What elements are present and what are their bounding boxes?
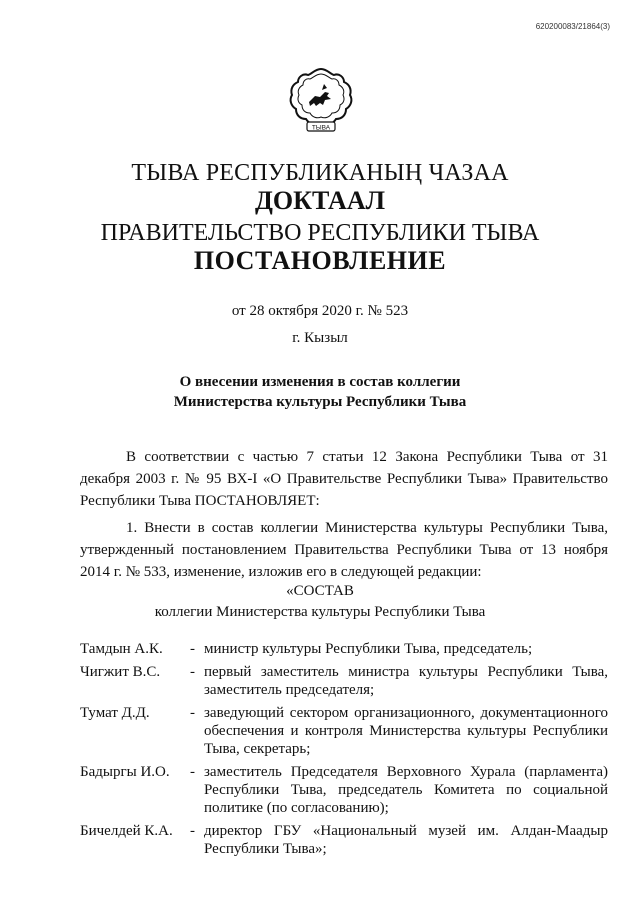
document-city: г. Кызыл	[292, 330, 348, 346]
member-row	[80, 704, 608, 758]
member-role: директор ГБУ «Национальный музей им. Алдан-Маадыр Республики Тыва»;	[204, 823, 608, 857]
member-name: Чигжит В.С.	[80, 664, 161, 680]
header-resolution: ПОСТАНОВЛЕНИЕ	[193, 246, 447, 275]
member-dash: -	[190, 764, 195, 780]
tuva-coat-of-arms-icon	[287, 66, 355, 136]
document-date: от 28 октября 2020 г. № 523	[231, 303, 409, 319]
header-tuvan-government: ТЫВА РЕСПУБЛИКАНЫҢ ЧАЗАА	[131, 160, 509, 186]
member-dash: -	[190, 641, 195, 657]
sostav-subtitle: коллегии Министерства культуры Республики Тыва	[154, 604, 486, 620]
member-row	[80, 640, 608, 658]
paragraph-preamble: В соответствии с частью 7 статьи 12 Закона Республики Тыва от 31 декабря 2003 г. № 95 ВХ-I «О Правительстве Республики Тыва» Правительство Республики Тыва ПОСТАНОВЛЯЕТ:	[80, 449, 608, 509]
member-role: министр культуры Республики Тыва, председатель;	[204, 641, 533, 657]
member-row	[80, 663, 608, 699]
paragraph-item-1: 1. Внести в состав коллегии Министерства культуры Республики Тыва, утвержденный постановлением Правительства Республики Тыва от 13 ноября 2014 г. № 533, изменение, изложив его в следующей редакции:	[80, 520, 608, 580]
member-role: заведующий сектором организационного, документационного обеспечения и контроля Министерства культуры Республики Тыва, секретарь;	[204, 705, 608, 757]
member-dash: -	[190, 823, 195, 839]
sostav-title: «СОСТАВ	[286, 583, 354, 599]
member-row	[80, 763, 608, 817]
document-subject	[120, 372, 520, 412]
header-tuvan-resolution: ДОКТААЛ	[255, 186, 385, 215]
emblem-label: ТЫВА	[311, 124, 331, 132]
member-name: Тамдын А.К.	[80, 641, 163, 657]
member-name: Бичелдей К.А.	[80, 823, 173, 839]
members-list	[80, 640, 608, 863]
member-name: Тумат Д.Д.	[80, 705, 150, 721]
member-row	[80, 822, 608, 858]
member-dash: -	[190, 705, 195, 721]
member-dash: -	[190, 664, 195, 680]
subject-line-1: О внесении изменения в состав коллегии	[179, 374, 461, 390]
member-name: Бадыргы И.О.	[80, 764, 170, 780]
header-government: ПРАВИТЕЛЬСТВО РЕСПУБЛИКИ ТЫВА	[100, 220, 540, 246]
subject-line-2: Министерства культуры Республики Тыва	[173, 394, 467, 410]
member-role: заместитель Председателя Верховного Хурала (парламента) Республики Тыва, председатель Комитета по социальной политике (по согласованию);	[204, 764, 608, 816]
member-role: первый заместитель министра культуры Республики Тыва, заместитель председателя;	[204, 664, 608, 698]
document-number: 620200083/21864(3)	[535, 22, 610, 31]
